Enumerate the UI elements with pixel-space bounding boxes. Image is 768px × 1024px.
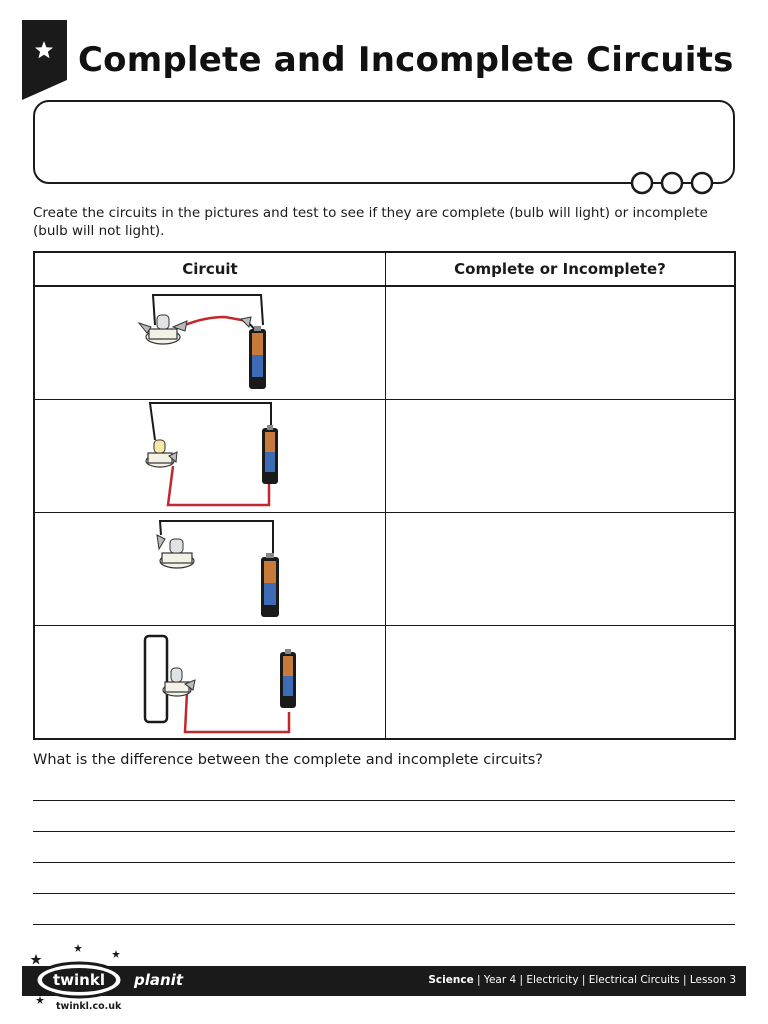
svg-text:twinkl: twinkl: [53, 971, 105, 989]
answer-line-1[interactable]: [33, 800, 735, 801]
answer-line-4[interactable]: [33, 893, 735, 894]
battery-icon: [261, 553, 279, 617]
battery-icon: [280, 649, 296, 708]
battery-icon: [262, 425, 278, 484]
corner-tab: [22, 20, 67, 100]
breadcrumb: [428, 974, 736, 986]
bulb-icon: [146, 440, 174, 467]
twinkl-logo-icon: [26, 944, 126, 1008]
circuit-diagram-4: [35, 626, 386, 739]
header-circuit: Circuit: [35, 253, 386, 287]
bulb-icon: [160, 539, 194, 568]
brand-planit: planit: [134, 971, 183, 989]
breadcrumb-subject: Science: [428, 974, 474, 986]
crocodile-clip-icon: [157, 535, 165, 549]
circuit-cell-1: [35, 287, 386, 400]
page-title: Complete and Incomplete Circuits: [78, 40, 734, 80]
circuit-diagram-2: [35, 400, 386, 513]
answer-cell-1[interactable]: [386, 287, 734, 400]
answer-cell-4[interactable]: [386, 626, 734, 739]
header-complete-incomplete: Complete or Incomplete?: [386, 253, 734, 287]
circuit-cell-4: [35, 626, 386, 739]
question-text: What is the difference between the complete and incomplete circuits?: [33, 752, 543, 768]
answer-line-5[interactable]: [33, 924, 735, 925]
circuit-cell-3: [35, 513, 386, 626]
breadcrumb-path: | Year 4 | Electricity | Electrical Circuits | Lesson 3: [477, 974, 736, 986]
brand-url[interactable]: twinkl.co.uk: [56, 1001, 122, 1012]
bulb-icon: [146, 315, 180, 344]
circuit-diagram-3: [35, 513, 386, 626]
answer-line-2[interactable]: [33, 831, 735, 832]
circuit-diagram-1: [35, 287, 386, 400]
circuits-table: [33, 251, 736, 740]
instructions-text: Create the circuits in the pictures and test to see if they are complete (bulb will light) or incomplete (bulb will not light).: [33, 205, 708, 239]
star-icon: [34, 40, 54, 60]
decorative-circles: [630, 171, 714, 195]
battery-icon: [249, 326, 266, 389]
circuit-cell-2: [35, 400, 386, 513]
answer-line-3[interactable]: [33, 862, 735, 863]
answer-cell-3[interactable]: [386, 513, 734, 626]
answer-cell-2[interactable]: [386, 400, 734, 513]
